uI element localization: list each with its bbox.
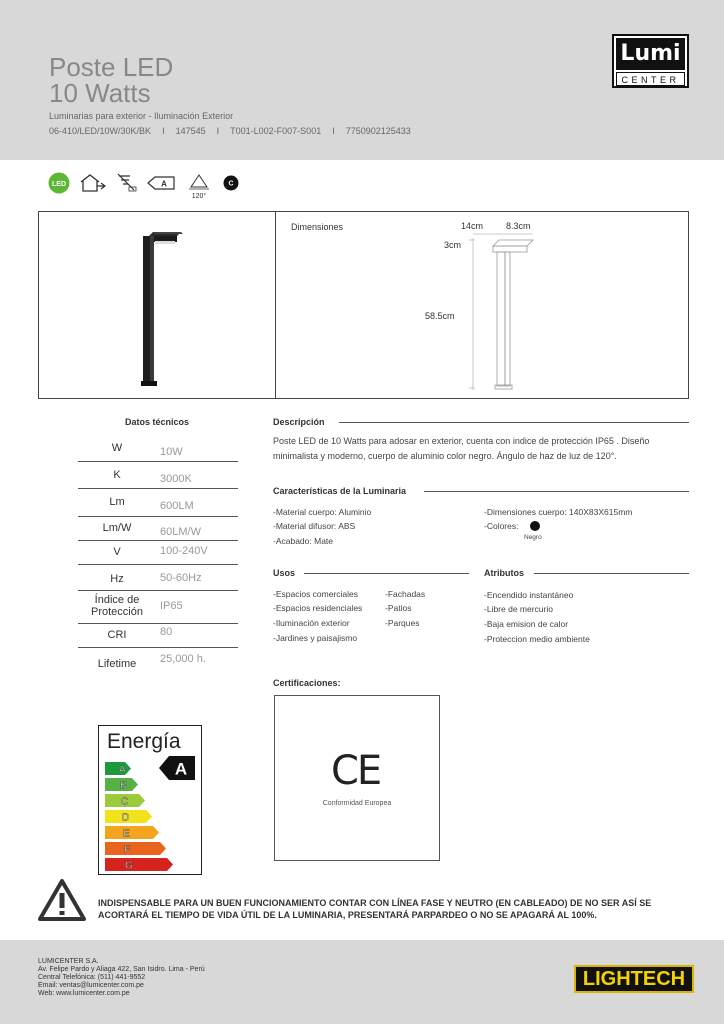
tech-value: 60LM/W: [160, 526, 201, 538]
product-sku: 147545: [175, 126, 206, 136]
dim-width: 14cm: [461, 221, 484, 231]
uso-item: -Parques: [385, 618, 420, 628]
atributo-item: -Proteccion medio ambiente: [484, 634, 590, 644]
color-black-icon: [223, 172, 245, 200]
energy-class-label: G: [125, 860, 133, 872]
atributo-item: -Encendido instantáneo: [484, 590, 574, 600]
tech-key: K: [113, 469, 121, 481]
warning-text: INDISPENSABLE PARA UN BUEN FUNCIONAMIENTO CONTAR CON LÍNEA FASE Y NEUTRO (EN CABLEADO) DE NO SER ASÍ SE ACORTARÁ EL TIEMPO DE VIDA ÚTIL DE LA LUMINARIA, PRESENTARÁ PARPARDEO O NO SE APAGARÁ AL 100%.: [98, 898, 652, 920]
product-image: [131, 226, 191, 390]
usos-title: Usos: [273, 568, 296, 578]
char-item: -Dimensiones cuerpo: 140X83X615mm: [484, 507, 633, 517]
tech-row-lm: [78, 489, 238, 517]
energy-title: Energía: [107, 730, 181, 753]
char-item: -Material difusor: ABS: [273, 521, 356, 531]
code-separator: I: [332, 126, 335, 136]
company-info: [38, 958, 205, 998]
title-line-2: 10 Watts: [49, 78, 151, 108]
product-barcode: 7750902125433: [345, 126, 411, 136]
uso-item: -Iluminación exterior: [273, 618, 350, 628]
energy-bar-g: [105, 858, 173, 871]
tech-key: Lm: [109, 496, 125, 508]
section-rule: [424, 491, 689, 492]
tech-key: Índice de Protección: [91, 594, 143, 618]
uso-item: -Espacios residenciales: [273, 603, 363, 613]
char-item: -Material cuerpo: Aluminio: [273, 507, 372, 517]
tech-key: Lm/W: [102, 522, 132, 534]
dim-depth: 8.3cm: [506, 221, 531, 231]
led-icon: [48, 172, 70, 200]
tech-key: Hz: [110, 573, 124, 585]
dim-height: 58.5cm: [425, 311, 455, 321]
tech-key: CRI: [107, 629, 127, 641]
tech-key: V: [113, 546, 121, 558]
tech-row-lifetime: [78, 648, 238, 678]
tech-row-ip: [78, 591, 238, 624]
product-codes: [49, 126, 411, 136]
tech-value: 10W: [160, 446, 183, 458]
tech-row-cri: [78, 624, 238, 648]
company-phone: Central Telefónica: (511) 441-9552: [38, 974, 146, 981]
tech-key: W: [111, 442, 123, 454]
certification-box: [274, 695, 440, 861]
product-subtitle: Luminarias para exterior - Iluminación Exterior: [49, 111, 234, 121]
uso-item: -Fachadas: [385, 589, 426, 599]
product-code: 06-410/LED/10W/30K/BK: [49, 126, 152, 136]
tech-row-w: [78, 436, 238, 462]
tech-value: 100-240V: [160, 545, 208, 557]
outdoor-house-icon: [78, 172, 106, 200]
company-address: Av. Felipe Pardo y Aliaga 422, San Isidro. Lima - Perú: [38, 966, 205, 973]
energy-bar-f: [105, 842, 166, 855]
box-divider: [275, 212, 276, 398]
uso-item: -Jardines y paisajismo: [273, 633, 358, 643]
lumicenter-logo: [612, 34, 689, 88]
uso-item: -Espacios comerciales: [273, 589, 359, 599]
code-separator: I: [216, 126, 220, 136]
tech-row-k: [78, 462, 238, 489]
certifications-title: Certificaciones:: [273, 678, 341, 688]
product-overview-box: [38, 211, 689, 399]
product-title: [49, 54, 173, 106]
tech-row-v: [78, 541, 238, 565]
page-header: [0, 0, 724, 160]
feature-icons: [48, 172, 308, 200]
lightech-logo: [574, 965, 694, 993]
tech-value: 50-60Hz: [160, 572, 202, 584]
energy-class-label: E: [123, 828, 130, 840]
company-web: Web: www.lumicenter.com.pe: [38, 990, 130, 997]
company-name: LUMICENTER S.A.: [38, 958, 99, 965]
code-separator: I: [162, 126, 165, 136]
dimensions-label: Dimensiones: [291, 222, 344, 232]
tech-value: 3000K: [160, 473, 192, 485]
product-family-code: T001-L002-F007-S001: [230, 126, 322, 136]
char-item: -Colores:: [484, 521, 519, 531]
tech-value: 600LM: [160, 500, 194, 512]
energy-class-label: F: [124, 844, 131, 856]
tech-row-hz: [78, 565, 238, 591]
lightech-text: LIGHTECH: [582, 968, 686, 990]
logo-top: Lumi: [616, 38, 685, 70]
tech-key: Lifetime: [97, 658, 137, 670]
tech-value: 25,000 h.: [160, 653, 206, 665]
tech-data-title: Datos técnicos: [125, 417, 190, 427]
energy-class-label: C: [121, 796, 129, 808]
section-rule: [339, 422, 689, 423]
logo-bottom: CENTER: [616, 72, 685, 86]
energy-icon-label: A: [161, 179, 167, 189]
color-swatch-black: [530, 521, 540, 531]
company-email: Email: ventas@lumicenter.com.pe: [38, 982, 144, 989]
tech-value: IP65: [160, 600, 183, 612]
tech-row-lmw: [78, 517, 238, 541]
color-name: Negro: [524, 534, 542, 541]
energy-rating: A: [174, 759, 188, 779]
beam-angle-icon: [186, 172, 212, 200]
atributo-item: -Baja emision de calor: [484, 619, 569, 629]
description-bold: Poste LED de 10 Watts para: [273, 436, 387, 446]
section-rule: [304, 573, 469, 574]
energy-bar-e: [105, 826, 159, 839]
beam-angle-label: 120°: [191, 193, 207, 200]
led-icon-label: LED: [52, 181, 66, 188]
no-lamp-icon: [116, 172, 138, 200]
energy-class-label: A: [119, 764, 126, 776]
description-title: Descripción: [273, 417, 325, 427]
warning-icon: [38, 879, 86, 921]
energy-class-icon: [146, 172, 176, 200]
energy-class-label: B: [120, 780, 127, 792]
energy-class-label: D: [122, 812, 130, 824]
atributo-item: -Libre de mercurio: [484, 604, 553, 614]
section-rule: [534, 573, 689, 574]
tech-value: 80: [160, 626, 173, 638]
char-item: -Acabado: Mate: [273, 536, 334, 546]
energy-rating-arrow: [159, 754, 199, 782]
atributos-title: Atributos: [484, 568, 524, 578]
characteristics-title: Características de la Luminaria: [273, 486, 407, 496]
energy-label: [98, 725, 202, 875]
color-icon-label: C: [228, 180, 234, 188]
dimension-drawing: [467, 230, 547, 392]
description-body: adosar en exterior, cuenta con indice de protección IP65 . Diseño minimalista y moderno, cuerpo de aluminio color negro. Ángulo de haz de luz de 120°.: [273, 436, 650, 461]
ce-label: Conformidad Europea: [322, 800, 392, 807]
title-line-1: Poste LED: [49, 52, 174, 82]
energy-bar-a: [105, 762, 131, 775]
dim-head: 3cm: [444, 240, 462, 250]
description-text: [273, 434, 689, 464]
uso-item: -Patios: [385, 603, 412, 613]
ce-mark: CE: [331, 748, 381, 794]
